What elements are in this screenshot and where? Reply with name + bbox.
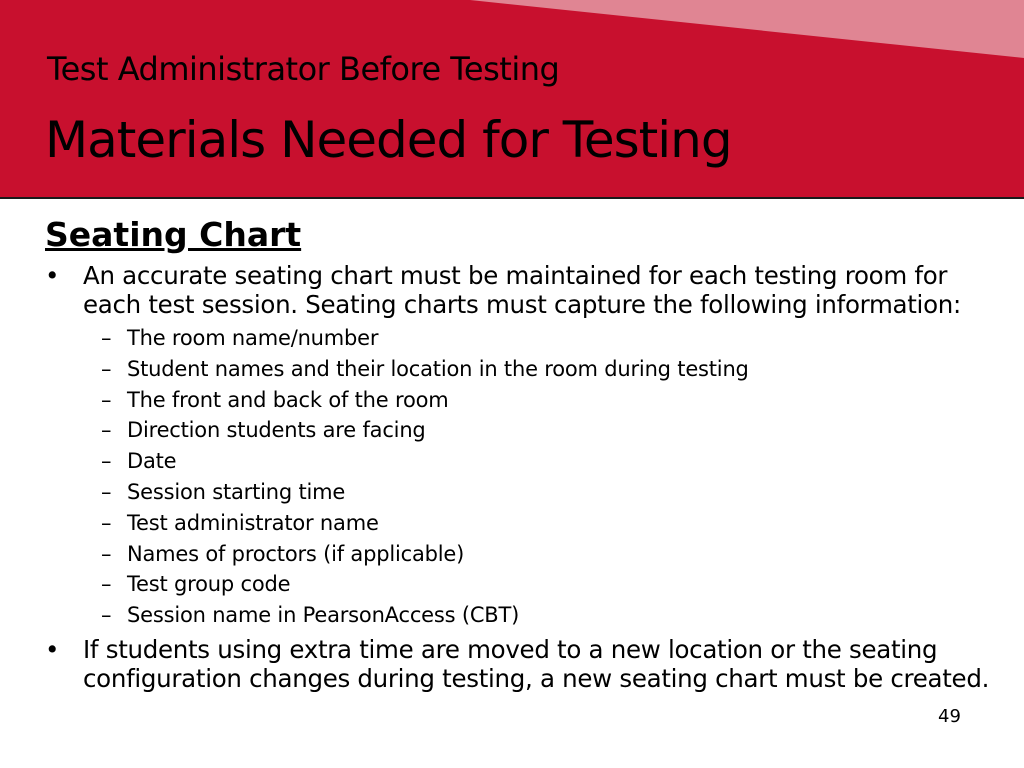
page-number: 49 bbox=[938, 706, 961, 727]
seating-chart-requirements-list bbox=[45, 323, 1000, 631]
header-divider bbox=[0, 197, 1024, 199]
list-item bbox=[101, 446, 1000, 477]
bullet-item-1 bbox=[45, 261, 1000, 319]
list-item bbox=[101, 569, 1000, 600]
section-heading: Seating Chart bbox=[45, 215, 302, 254]
list-item bbox=[101, 600, 1000, 631]
dash-mark: – bbox=[101, 449, 112, 474]
list-item-text: Session starting time bbox=[127, 479, 346, 504]
slide-title: Materials Needed for Testing bbox=[45, 111, 732, 169]
dash-mark: – bbox=[101, 510, 112, 535]
dash-mark: – bbox=[101, 572, 112, 597]
bullet-item-2 bbox=[45, 635, 1000, 693]
list-item-text: Test administrator name bbox=[127, 510, 379, 535]
bullet-text: An accurate seating chart must be maintained for each testing room for each test session. Seating charts must capture the following information: bbox=[83, 261, 961, 319]
slide-subtitle: Test Administrator Before Testing bbox=[47, 50, 560, 88]
bullet-mark: • bbox=[45, 261, 60, 290]
slide-body bbox=[45, 213, 1000, 693]
list-item-text: Student names and their location in the room during testing bbox=[127, 356, 749, 381]
slide-header bbox=[0, 0, 1024, 197]
list-item bbox=[101, 385, 1000, 416]
dash-mark: – bbox=[101, 387, 112, 412]
list-item bbox=[101, 415, 1000, 446]
list-item-text: Test group code bbox=[127, 572, 291, 597]
dash-mark: – bbox=[101, 356, 112, 381]
list-item-text: Direction students are facing bbox=[127, 418, 426, 443]
dash-mark: – bbox=[101, 603, 112, 628]
list-item bbox=[101, 477, 1000, 508]
dash-mark: – bbox=[101, 541, 112, 566]
dash-mark: – bbox=[101, 326, 112, 350]
bullet-mark: • bbox=[45, 634, 60, 664]
list-item-text: Session name in PearsonAccess (CBT) bbox=[127, 603, 520, 628]
bullet-text: If students using extra time are moved to a new location or the seating configuration changes during testing, a new seating chart must be created. bbox=[83, 634, 990, 693]
list-item bbox=[101, 323, 1000, 354]
list-item bbox=[101, 354, 1000, 385]
list-item-text: The room name/number bbox=[127, 326, 379, 350]
list-item bbox=[101, 508, 1000, 539]
dash-mark: – bbox=[101, 418, 112, 443]
list-item-text: Date bbox=[127, 449, 177, 474]
list-item bbox=[101, 539, 1000, 570]
dash-mark: – bbox=[101, 479, 112, 504]
list-item-text: The front and back of the room bbox=[127, 387, 449, 412]
list-item-text: Names of proctors (if applicable) bbox=[127, 541, 465, 566]
